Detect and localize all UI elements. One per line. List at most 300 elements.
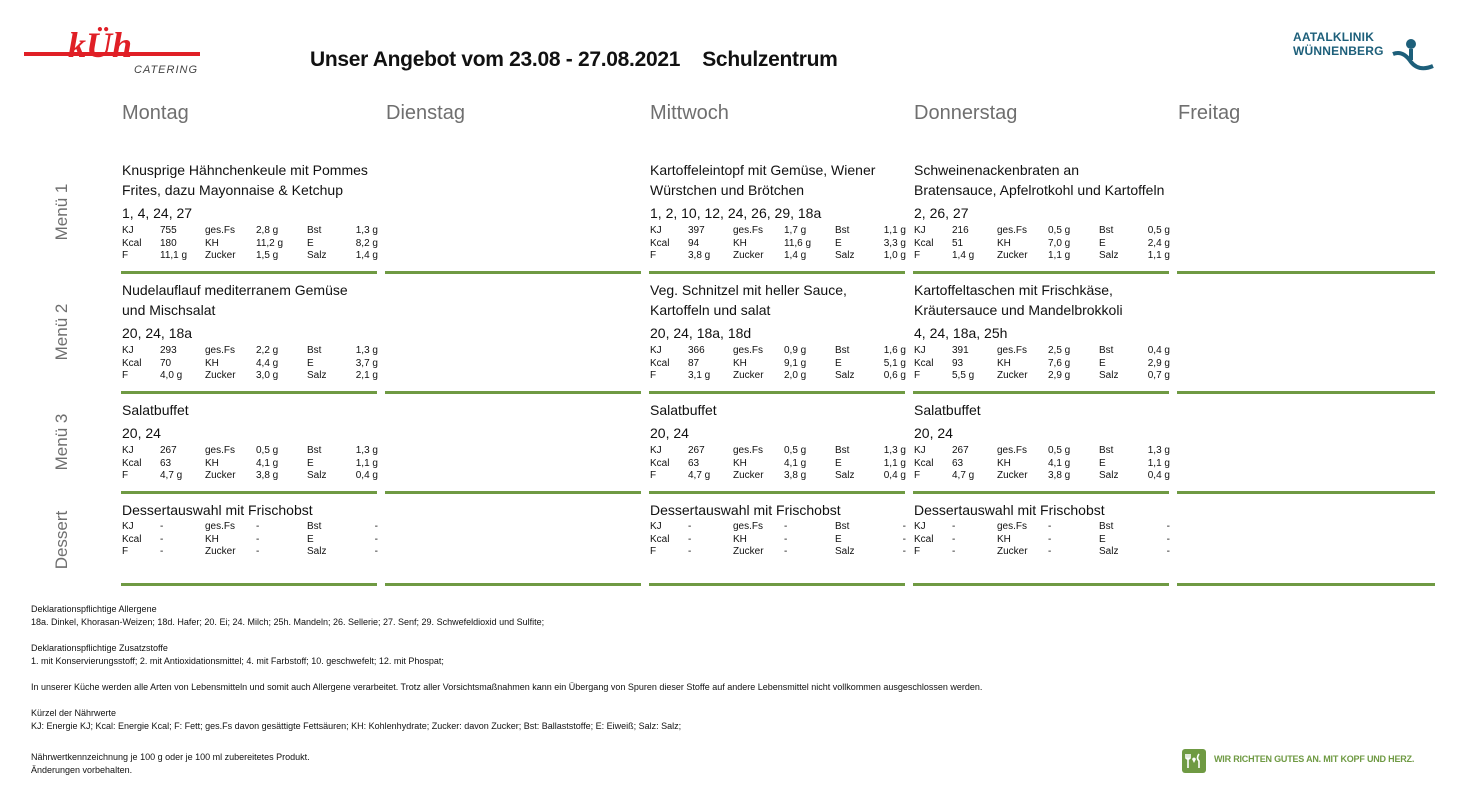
- nutrient-label-kj: KJ: [914, 225, 926, 236]
- row-label-menu2: Menü 2: [52, 303, 71, 361]
- row-separator-line: [385, 583, 641, 586]
- nutrient-value-gesfs: 0,5 g: [1048, 445, 1071, 456]
- nutrient-value-gesfs: 0,9 g: [784, 345, 807, 356]
- meal-cell-mon-m1: [122, 160, 378, 261]
- nutrient-label-e: E: [1099, 357, 1106, 369]
- nutrient-value-e: -: [374, 533, 378, 545]
- day-header-montag: Montag: [122, 102, 189, 124]
- nutrient-value-e: 3,3 g: [883, 237, 906, 249]
- brand-subtitle: CATERING: [134, 64, 199, 76]
- dish-line: Dessertauswahl mit Frischobst: [650, 502, 841, 518]
- allergens-text: 18a. Dinkel, Khorasan-Weizen; 18d. Hafer; 20. Ei; 24. Milch; 25h. Mandeln; 26. Sellerie; 27. Senf; 29. Schwefeldioxid und Sulfite;: [31, 617, 545, 627]
- nutrient-label-zucker: Zucker: [997, 470, 1028, 481]
- nutrition-table: [914, 345, 1170, 381]
- nutrient-label-bst: Bst: [835, 521, 850, 532]
- meal-cell-thu-d: [914, 500, 1170, 557]
- allergen-notice: In unserer Küche werden alle Arten von Lebensmitteln und somit auch Allergene verarbeitet. Trotz aller Vorsichtsmaßnahmen kann ein Übergang von Spuren dieser Stoffe auf andere Lebensmittel nicht vollkommen ausgeschlossen werden.: [31, 682, 983, 692]
- nutrient-value-kj: 267: [160, 445, 177, 456]
- meal-cell-mon-d: [122, 500, 378, 557]
- dish-name: [914, 500, 1170, 520]
- nutrient-value-salz: 0,6 g: [883, 370, 906, 381]
- nutrient-value-bst: 0,5 g: [1147, 225, 1170, 236]
- dish-line: Kartoffeln und salat: [650, 302, 771, 318]
- row-separator-line: [649, 271, 905, 274]
- nutrient-label-bst: Bst: [307, 445, 322, 456]
- allergen-codes: 20, 24, 18a, 18d: [650, 325, 752, 341]
- nutrient-label-bst: Bst: [1099, 225, 1114, 236]
- nutrition-table: [914, 445, 1170, 481]
- dish-line: Kartoffeleintopf mit Gemüse, Wiener: [650, 162, 876, 178]
- nutrient-value-gesfs: 1,7 g: [784, 225, 807, 236]
- nutrient-value-bst: 1,6 g: [883, 345, 906, 356]
- dish-name: [650, 280, 906, 320]
- nutrient-label-kh: KH: [997, 457, 1011, 469]
- nutrient-value-kcal: -: [160, 533, 164, 545]
- nutrient-label-kj: KJ: [914, 521, 926, 532]
- nutrient-value-kh: 9,1 g: [784, 357, 807, 369]
- row-separator-line: [385, 271, 641, 274]
- nutrient-label-kcal: Kcal: [650, 237, 670, 249]
- dish-name: [914, 280, 1170, 320]
- nutrient-value-zucker: 2,0 g: [784, 370, 807, 381]
- nutrient-value-zucker: 1,5 g: [256, 250, 279, 261]
- nutrient-label-f: F: [914, 250, 921, 261]
- nutrient-label-e: E: [307, 237, 314, 249]
- nutrient-value-kh: -: [1048, 533, 1052, 545]
- nutrient-value-f: 11,1 g: [160, 250, 188, 261]
- nutrient-label-kh: KH: [733, 457, 747, 469]
- meal-cell-thu-m1: [914, 160, 1170, 261]
- nutrient-label-zucker: Zucker: [733, 546, 764, 557]
- dish-line: Bratensauce, Apfelrotkohl und Kartoffeln: [914, 182, 1165, 198]
- nutrient-label-zucker: Zucker: [205, 546, 236, 557]
- nutrient-value-kj: 267: [952, 445, 969, 456]
- meal-cell-mon-m2: [122, 280, 378, 381]
- nutrient-value-salz: 1,0 g: [883, 250, 906, 261]
- slogan-badge: [1182, 747, 1442, 775]
- nutrient-label-kj: KJ: [650, 345, 662, 356]
- nutrient-value-kcal: 87: [688, 357, 700, 369]
- nutrient-value-zucker: -: [256, 546, 260, 557]
- nutrient-value-kj: 755: [160, 225, 177, 236]
- nutrient-label-bst: Bst: [835, 345, 850, 356]
- nutrient-label-kh: KH: [997, 357, 1011, 369]
- nutrient-label-kj: KJ: [122, 345, 134, 356]
- nutrient-value-f: -: [688, 546, 692, 557]
- day-header-freitag: Freitag: [1178, 102, 1241, 124]
- nutrition-table: [650, 225, 906, 261]
- nutrient-value-f: 1,4 g: [952, 250, 975, 261]
- dish-line: Würstchen und Brötchen: [650, 182, 805, 198]
- nutrient-label-f: F: [122, 470, 129, 481]
- nutrient-label-bst: Bst: [835, 445, 850, 456]
- row-separator-line: [649, 391, 905, 394]
- nutrient-value-kh: -: [784, 533, 788, 545]
- nutrient-label-salz: Salz: [307, 546, 327, 557]
- nutrient-value-zucker: -: [784, 546, 788, 557]
- nutrient-value-zucker: 3,0 g: [256, 370, 279, 381]
- nutrient-label-bst: Bst: [307, 521, 322, 532]
- nutrient-value-kcal: -: [688, 533, 692, 545]
- nutrient-value-gesfs: 0,5 g: [256, 445, 279, 456]
- dish-line: Knusprige Hähnchenkeule mit Pommes: [122, 162, 368, 178]
- dish-line: und Mischsalat: [122, 302, 216, 318]
- meal-cell-mon-m3: [122, 400, 378, 481]
- nutrient-value-kcal: 93: [952, 357, 964, 369]
- nutrient-value-kh: 11,6 g: [784, 237, 812, 249]
- nutrient-label-salz: Salz: [1099, 546, 1119, 557]
- nutrient-label-kj: KJ: [122, 225, 134, 236]
- nutrient-label-zucker: Zucker: [997, 250, 1028, 261]
- nutrient-label-e: E: [835, 237, 842, 249]
- nutrient-label-salz: Salz: [307, 370, 327, 381]
- allergen-codes: 2, 26, 27: [914, 205, 969, 221]
- nutrient-label-zucker: Zucker: [733, 470, 764, 481]
- dish-name: [122, 400, 378, 420]
- row-separator-line: [385, 391, 641, 394]
- nutrient-value-kcal: 70: [160, 357, 172, 369]
- cutlery-heart-icon: [1182, 749, 1206, 773]
- nutrient-label-f: F: [914, 470, 921, 481]
- nutrient-label-gesfs: ges.Fs: [205, 225, 236, 236]
- row-separator-line: [649, 583, 905, 586]
- nutrient-value-e: 2,4 g: [1147, 237, 1170, 249]
- nutrient-value-e: 1,1 g: [355, 457, 378, 469]
- nutrient-value-salz: 0,4 g: [355, 470, 378, 481]
- nutrient-value-salz: 0,7 g: [1147, 370, 1170, 381]
- nutrition-table: [650, 521, 906, 557]
- row-separator-line: [913, 491, 1169, 494]
- nutrient-label-kj: KJ: [122, 521, 134, 532]
- nutrient-value-zucker: 1,1 g: [1048, 250, 1071, 261]
- additives-title: Deklarationspflichtige Zusatzstoffe: [31, 643, 168, 653]
- nutrient-value-zucker: 3,8 g: [1048, 470, 1071, 481]
- nutrient-value-bst: 0,4 g: [1147, 345, 1170, 356]
- allergen-codes: 1, 4, 24, 27: [122, 205, 193, 221]
- nutrient-value-kj: -: [688, 521, 692, 532]
- nutrient-label-zucker: Zucker: [205, 470, 236, 481]
- day-header-mittwoch: Mittwoch: [650, 102, 729, 124]
- row-separator-line: [649, 491, 905, 494]
- abbreviations-text: KJ: Energie KJ; Kcal: Energie Kcal; F: Fett; ges.Fs davon gesättigte Fettsäuren; KH: Kohlenhydrate; Zucker: davon Zucker; Bst: Ballaststoffe; E: Eiweiß; Salz: Salz;: [31, 721, 682, 731]
- nutrient-value-kj: -: [160, 521, 164, 532]
- nutrient-label-gesfs: ges.Fs: [733, 345, 764, 356]
- nutrient-value-kh: 7,0 g: [1048, 237, 1071, 249]
- nutrient-label-gesfs: ges.Fs: [205, 521, 236, 532]
- nutrient-label-gesfs: ges.Fs: [733, 521, 764, 532]
- nutrient-label-f: F: [650, 370, 657, 381]
- nutrient-value-kh: 11,2 g: [256, 237, 284, 249]
- nutrient-value-f: 3,8 g: [688, 250, 711, 261]
- nutrient-value-salz: 0,4 g: [1147, 470, 1170, 481]
- nutrient-value-kcal: 180: [160, 237, 177, 249]
- meal-cell-wed-d: [650, 500, 906, 557]
- dish-name: [650, 500, 906, 520]
- meal-cell-thu-m2: [914, 280, 1170, 381]
- nutrient-value-bst: 1,3 g: [1147, 445, 1170, 456]
- nutrient-value-gesfs: -: [256, 521, 260, 532]
- nutrient-label-zucker: Zucker: [205, 370, 236, 381]
- nutrient-label-salz: Salz: [835, 470, 855, 481]
- nutrient-label-kj: KJ: [914, 345, 926, 356]
- nutrient-value-bst: 1,3 g: [355, 345, 378, 356]
- nutrient-label-gesfs: ges.Fs: [205, 445, 236, 456]
- nutrient-label-bst: Bst: [307, 225, 322, 236]
- kueh-catering-logo: [22, 26, 204, 82]
- nutrient-label-f: F: [650, 546, 657, 557]
- dish-line: Salatbuffet: [650, 402, 717, 418]
- nutrition-table: [122, 521, 378, 557]
- nutrient-label-kj: KJ: [650, 445, 662, 456]
- nutrient-value-salz: 0,4 g: [883, 470, 906, 481]
- page-title: Unser Angebot vom 23.08 - 27.08.2021 Schulzentrum: [310, 48, 838, 71]
- partner-name-line2: WÜNNENBERG: [1293, 44, 1384, 58]
- dish-line: Kartoffeltaschen mit Frischkäse,: [914, 282, 1113, 298]
- nutrient-value-f: 5,5 g: [952, 370, 975, 381]
- nutrient-label-salz: Salz: [835, 546, 855, 557]
- nutrient-label-salz: Salz: [1099, 250, 1119, 261]
- nutrient-label-kj: KJ: [914, 445, 926, 456]
- nutrient-label-bst: Bst: [1099, 445, 1114, 456]
- nutrient-label-e: E: [835, 457, 842, 469]
- nutrient-label-kh: KH: [733, 533, 747, 545]
- nutrient-value-kh: 7,6 g: [1048, 357, 1071, 369]
- nutrient-label-kcal: Kcal: [914, 457, 934, 469]
- row-separator-line: [1177, 391, 1435, 394]
- nutrient-label-gesfs: ges.Fs: [997, 225, 1028, 236]
- aatalklinik-logo: [1293, 28, 1435, 74]
- row-separator-line: [121, 391, 377, 394]
- dish-name: [650, 160, 906, 200]
- nutrient-value-kh: 4,4 g: [256, 357, 279, 369]
- nutrient-value-f: 4,7 g: [688, 470, 711, 481]
- nutrient-value-f: 4,0 g: [160, 370, 183, 381]
- nutrient-label-e: E: [307, 533, 314, 545]
- allergen-codes: 20, 24: [650, 425, 689, 441]
- nutrient-label-f: F: [914, 370, 921, 381]
- nutrient-label-f: F: [914, 546, 921, 557]
- nutrient-value-kj: 397: [688, 225, 705, 236]
- nutrient-value-bst: 1,3 g: [883, 445, 906, 456]
- row-label-dessert: Dessert: [52, 510, 71, 570]
- nutrient-value-kh: 4,1 g: [1048, 457, 1071, 469]
- dish-name: [122, 160, 378, 200]
- nutrient-label-salz: Salz: [835, 250, 855, 261]
- meal-cell-wed-m3: [650, 400, 906, 481]
- row-label-menu1: Menü 1: [52, 183, 71, 241]
- nutrient-label-gesfs: ges.Fs: [997, 521, 1028, 532]
- nutrient-label-e: E: [307, 457, 314, 469]
- abbreviations-title: Kürzel der Nährwerte: [31, 708, 117, 718]
- row-label-menu3: Menü 3: [52, 413, 71, 471]
- nutrient-value-gesfs: 2,5 g: [1048, 345, 1071, 356]
- dish-line: Kräutersauce und Mandelbrokkoli: [914, 302, 1123, 318]
- nutrition-table: [122, 225, 378, 261]
- allergens-title: Deklarationspflichtige Allergene: [31, 604, 157, 614]
- meal-cell-thu-m3: [914, 400, 1170, 481]
- nutrient-value-kcal: 63: [160, 457, 172, 469]
- row-separator-line: [121, 583, 377, 586]
- nutrient-label-e: E: [835, 533, 842, 545]
- nutrient-value-kj: 366: [688, 345, 705, 356]
- nutrient-value-e: -: [1166, 533, 1170, 545]
- nutrient-value-bst: 1,3 g: [355, 445, 378, 456]
- dish-name: [914, 160, 1170, 200]
- allergen-codes: 20, 24: [914, 425, 953, 441]
- nutrient-value-kcal: 94: [688, 237, 700, 249]
- nutrient-value-kj: 391: [952, 345, 969, 356]
- nutrient-label-gesfs: ges.Fs: [997, 445, 1028, 456]
- nutrient-value-salz: 1,4 g: [355, 250, 378, 261]
- nutrient-value-e: 8,2 g: [355, 237, 378, 249]
- nutrient-value-bst: 1,3 g: [355, 225, 378, 236]
- nutrient-label-bst: Bst: [307, 345, 322, 356]
- nutrient-value-kcal: 51: [952, 237, 964, 249]
- dish-line: Frites, dazu Mayonnaise & Ketchup: [122, 182, 344, 198]
- nutrient-value-e: 2,9 g: [1147, 357, 1170, 369]
- nutrient-label-kh: KH: [205, 533, 219, 545]
- nutrient-label-kcal: Kcal: [650, 357, 670, 369]
- dish-line: Schweinenackenbraten an: [914, 162, 1080, 178]
- nutrient-value-e: -: [902, 533, 906, 545]
- nutrient-label-e: E: [1099, 237, 1106, 249]
- nutrient-value-gesfs: 2,2 g: [256, 345, 279, 356]
- nutrient-label-kh: KH: [205, 357, 219, 369]
- dish-name: [650, 400, 906, 420]
- meal-cell-wed-m2: [650, 280, 906, 381]
- nutrient-value-gesfs: -: [784, 521, 788, 532]
- nutrient-label-zucker: Zucker: [733, 250, 764, 261]
- nutrient-value-kj: -: [952, 521, 956, 532]
- nutrient-label-kcal: Kcal: [914, 237, 934, 249]
- nutrient-label-gesfs: ges.Fs: [997, 345, 1028, 356]
- nutrient-value-bst: 1,1 g: [883, 225, 906, 236]
- dish-name: [122, 280, 378, 320]
- nutrient-label-bst: Bst: [1099, 521, 1114, 532]
- nutrient-value-kj: 267: [688, 445, 705, 456]
- nutrition-table: [650, 445, 906, 481]
- dish-line: Salatbuffet: [914, 402, 981, 418]
- nutrient-label-kcal: Kcal: [122, 357, 142, 369]
- nutrient-label-salz: Salz: [307, 250, 327, 261]
- nutrient-value-kcal: 63: [952, 457, 964, 469]
- nutrient-label-zucker: Zucker: [997, 370, 1028, 381]
- nutrient-value-salz: -: [902, 546, 906, 557]
- nutrient-value-kh: -: [256, 533, 260, 545]
- dish-name: [914, 400, 1170, 420]
- nutrient-label-f: F: [122, 250, 129, 261]
- allergen-codes: 20, 24, 18a: [122, 325, 193, 341]
- nutrient-label-kcal: Kcal: [122, 533, 142, 545]
- nutrient-label-kcal: Kcal: [650, 533, 670, 545]
- nutrient-label-gesfs: ges.Fs: [733, 225, 764, 236]
- additives-text: 1. mit Konservierungsstoff; 2. mit Antioxidationsmittel; 4. mit Farbstoff; 10. geschwefelt; 12. mit Phospat;: [31, 656, 444, 666]
- nutrition-note: Nährwertkennzeichnung je 100 g oder je 100 ml zubereitetes Produkt.: [31, 752, 310, 762]
- nutrient-label-salz: Salz: [835, 370, 855, 381]
- nutrient-value-gesfs: 0,5 g: [1048, 225, 1071, 236]
- nutrient-value-bst: -: [902, 521, 906, 532]
- nutrient-label-e: E: [835, 357, 842, 369]
- dish-line: Salatbuffet: [122, 402, 189, 418]
- nutrient-label-kh: KH: [997, 237, 1011, 249]
- nutrient-label-f: F: [122, 546, 129, 557]
- dish-line: Veg. Schnitzel mit heller Sauce,: [650, 282, 847, 298]
- row-separator-line: [1177, 583, 1435, 586]
- dish-line: Dessertauswahl mit Frischobst: [122, 502, 313, 518]
- nutrient-value-gesfs: 0,5 g: [784, 445, 807, 456]
- day-header-donnerstag: Donnerstag: [914, 102, 1018, 124]
- nutrient-label-gesfs: ges.Fs: [733, 445, 764, 456]
- nutrient-value-salz: 1,1 g: [1147, 250, 1170, 261]
- nutrition-table: [122, 345, 378, 381]
- nutrient-label-kcal: Kcal: [122, 457, 142, 469]
- nutrient-value-zucker: 3,8 g: [784, 470, 807, 481]
- nutrient-value-e: 3,7 g: [355, 357, 378, 369]
- allergen-codes: 20, 24: [122, 425, 161, 441]
- dish-line: Dessertauswahl mit Frischobst: [914, 502, 1105, 518]
- nutrient-label-kcal: Kcal: [914, 533, 934, 545]
- nutrient-value-f: 4,7 g: [952, 470, 975, 481]
- nutrient-label-kh: KH: [733, 357, 747, 369]
- nutrient-label-e: E: [1099, 457, 1106, 469]
- nutrient-label-bst: Bst: [1099, 345, 1114, 356]
- allergen-codes: 1, 2, 10, 12, 24, 26, 29, 18a: [650, 205, 822, 221]
- nutrient-label-salz: Salz: [1099, 470, 1119, 481]
- allergen-codes: 4, 24, 18a, 25h: [914, 325, 1008, 341]
- nutrient-value-f: 4,7 g: [160, 470, 183, 481]
- nutrient-label-f: F: [122, 370, 129, 381]
- nutrient-label-kh: KH: [205, 237, 219, 249]
- nutrient-label-zucker: Zucker: [733, 370, 764, 381]
- nutrient-label-kh: KH: [997, 533, 1011, 545]
- nutrient-label-f: F: [650, 470, 657, 481]
- row-separator-line: [1177, 271, 1435, 274]
- row-separator-line: [913, 391, 1169, 394]
- nutrient-label-kcal: Kcal: [122, 237, 142, 249]
- slogan-text: WIR RICHTEN GUTES AN. MIT KOPF UND HERZ.: [1214, 754, 1415, 764]
- nutrient-value-e: 1,1 g: [883, 457, 906, 469]
- day-header-dienstag: Dienstag: [386, 102, 465, 124]
- nutrient-value-salz: -: [1166, 546, 1170, 557]
- nutrient-label-kj: KJ: [650, 225, 662, 236]
- nutrient-value-f: -: [160, 546, 164, 557]
- nutrient-value-gesfs: -: [1048, 521, 1052, 532]
- nutrient-value-zucker: 2,9 g: [1048, 370, 1071, 381]
- row-separator-line: [913, 271, 1169, 274]
- partner-name-line1: AATALKLINIK: [1293, 30, 1375, 44]
- nutrient-label-kcal: Kcal: [914, 357, 934, 369]
- nutrient-label-f: F: [650, 250, 657, 261]
- row-separator-line: [121, 491, 377, 494]
- row-separator-line: [1177, 491, 1435, 494]
- brand-wordmark: kÜh: [68, 26, 133, 65]
- row-separator-line: [913, 583, 1169, 586]
- nutrient-value-kj: 216: [952, 225, 969, 236]
- nutrient-value-f: -: [952, 546, 956, 557]
- nutrient-label-salz: Salz: [307, 470, 327, 481]
- nutrient-value-salz: 2,1 g: [355, 370, 378, 381]
- dish-line: Nudelauflauf mediterranem Gemüse: [122, 282, 348, 298]
- nutrient-value-e: 5,1 g: [883, 357, 906, 369]
- nutrient-value-f: 3,1 g: [688, 370, 711, 381]
- nutrient-label-kh: KH: [733, 237, 747, 249]
- dish-name: [122, 500, 378, 520]
- nutrient-label-zucker: Zucker: [997, 546, 1028, 557]
- nutrient-value-e: 1,1 g: [1147, 457, 1170, 469]
- nutrient-value-kj: 293: [160, 345, 177, 356]
- nutrient-value-zucker: 3,8 g: [256, 470, 279, 481]
- nutrient-value-kh: 4,1 g: [256, 457, 279, 469]
